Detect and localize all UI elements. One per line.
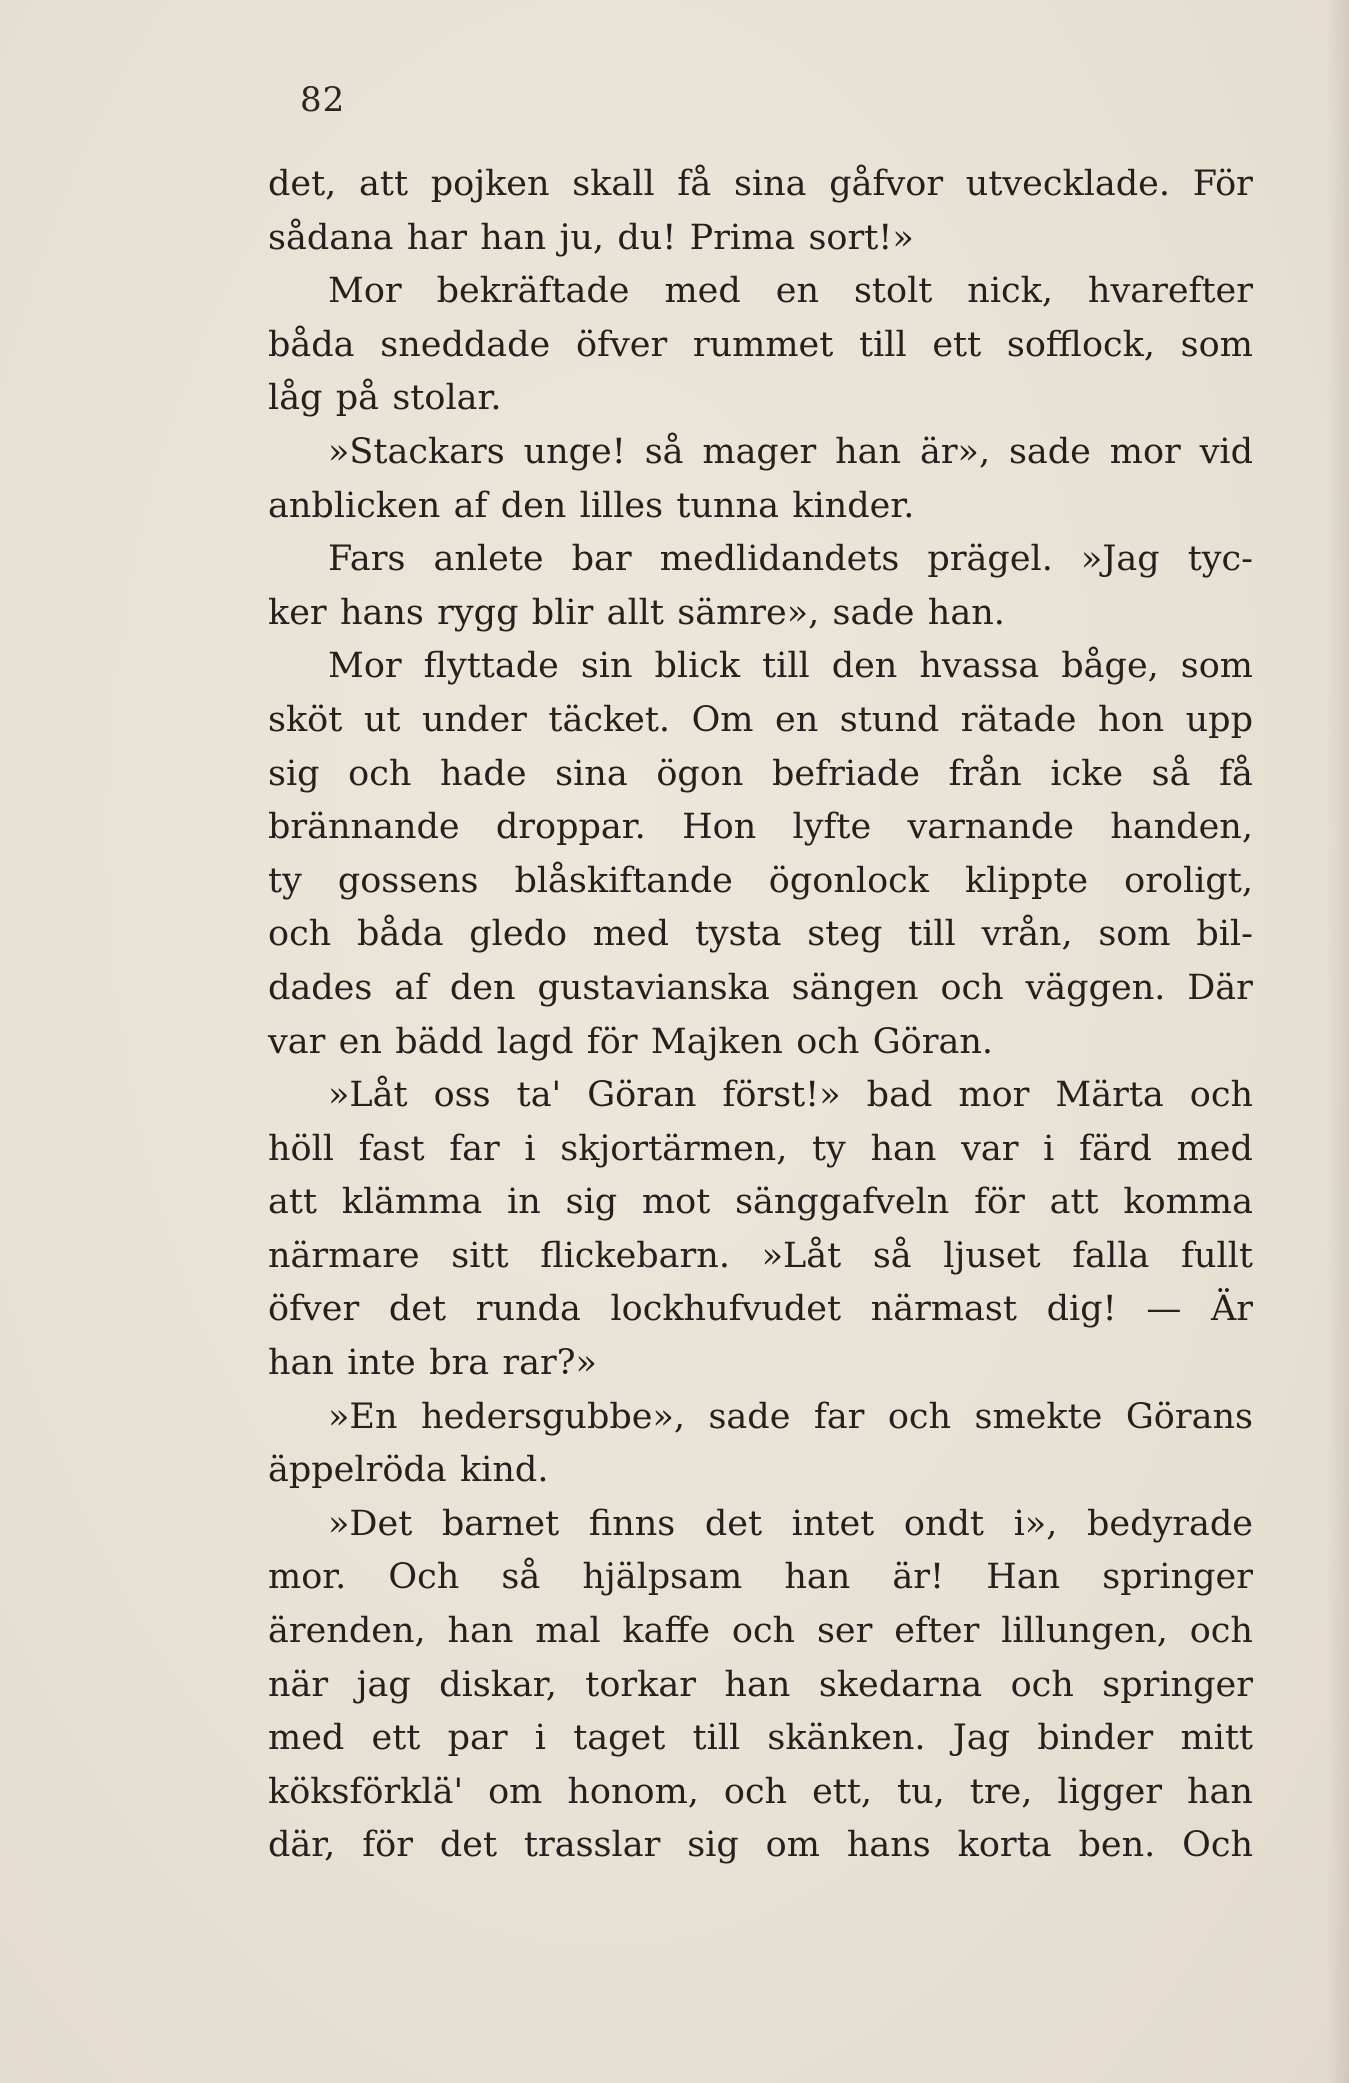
text-line: mor. Och så hjälpsam han är! Han springer [268,1557,1253,1598]
text-line: där, för det trasslar sig om hans korta ben. Och [268,1825,1253,1866]
text-line: låg på stolar. [268,378,502,419]
text-line: sköt ut under täcket. Om en stund rätade hon upp [268,699,1253,740]
text-line: Mor flyttade sin blick till den hvassa båge, som [328,646,1253,687]
text-line: »Låt oss ta' Göran först!» bad mor Märta och [328,1075,1253,1116]
page-number: 82 [300,80,346,120]
text-line: köksförklä' om honom, och ett, tu, tre, ligger han [268,1771,1253,1812]
text-line: han inte bra rar?» [268,1343,597,1384]
text-line: brännande droppar. Hon lyfte varnande handen, [268,807,1253,848]
page-edge-shadow [1327,0,1349,2083]
text-line: när jag diskar, torkar han skedarna och springer [268,1664,1253,1705]
text-line: dades af den gustavianska sängen och väggen. Där [268,967,1253,1008]
body-text [268,158,1253,1873]
text-line: Fars anlete bar medlidandets prägel. »Jag tyc- [328,539,1253,580]
text-line: Mor bekräftade med en stolt nick, hvarefter [328,271,1253,312]
text-line: och båda gledo med tysta steg till vrån, som bil- [268,914,1253,955]
text-line: sådana har han ju, du! Prima sort!» [268,217,914,258]
text-line: höll fast far i skjortärmen, ty han var i färd med [268,1128,1253,1169]
text-line: det, att pojken skall få sina gåfvor utvecklade. För [268,164,1253,204]
text-line: »En hedersgubbe», sade far och smekte Görans [328,1396,1253,1437]
text-line: »Det barnet finns det intet ondt i», bedyrade [328,1503,1253,1544]
text-line: ärenden, han mal kaffe och ser efter lillungen, och [268,1611,1253,1652]
text-line: var en bädd lagd för Majken och Göran. [268,1021,993,1062]
text-line: öfver det runda lockhufvudet närmast dig! — Är [268,1289,1253,1330]
text-line: ker hans rygg blir allt sämre», sade han. [268,592,1005,633]
text-line: närmare sitt flickebarn. »Låt så ljuset falla fullt [268,1235,1253,1276]
text-line: »Stackars unge! så mager han är», sade mor vid [328,431,1253,472]
text-line: att klämma in sig mot sänggafveln för att komma [268,1182,1253,1223]
text-line: med ett par i taget till skänken. Jag binder mitt [268,1718,1253,1759]
text-line: båda sneddade öfver rummet till ett sofflock, som [268,324,1253,365]
text-line: sig och hade sina ögon befriade från icke så få [268,753,1253,794]
text-line: anblicken af den lilles tunna kinder. [268,485,915,526]
text-line: ty gossens blåskiftande ögonlock klippte oroligt, [268,860,1253,901]
text-line: äppelröda kind. [268,1450,549,1491]
